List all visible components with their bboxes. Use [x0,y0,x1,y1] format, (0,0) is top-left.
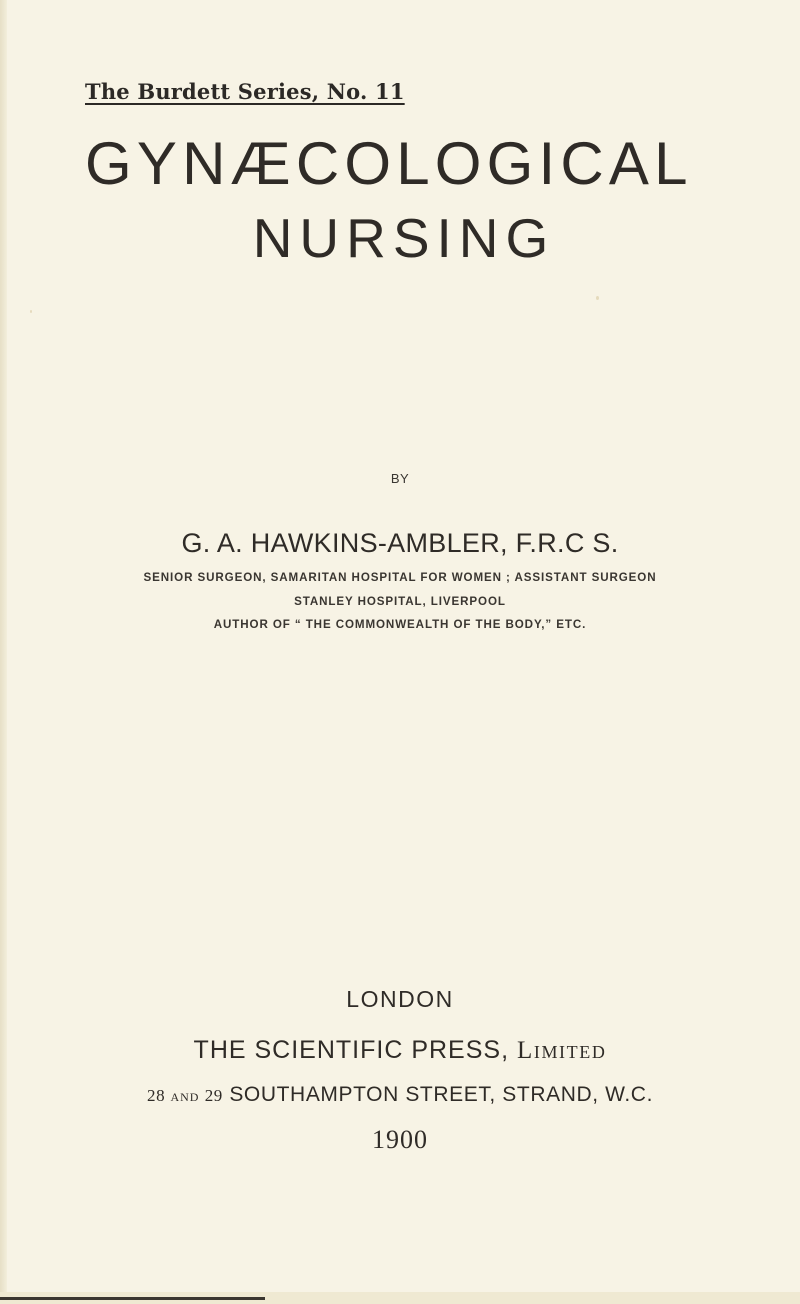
address-and: and [165,1086,205,1105]
publisher-name: THE SCIENTIFIC PRESS, [193,1036,517,1064]
publisher-suffix: Limited [516,1037,607,1064]
author-name: G. A. HAWKINS-AMBLER, F.R.C S. [181,528,619,558]
foxing-spot [30,310,32,313]
author-credential: STANLEY HOSPITAL, LIVERPOOL [294,595,506,608]
author-credential: AUTHOR OF “ THE COMMONWEALTH OF THE BODY,” ETC. [213,618,587,631]
book-title-line-1: GYNÆCOLOGICAL [85,130,693,197]
book-title-line-2: NURSING [252,207,556,269]
series-heading: The Burdett Series, No. 11 [85,79,405,104]
address-number: 28 [146,1086,166,1105]
by-label: BY [390,471,410,486]
imprint-address [0,1083,800,1107]
imprint-publisher [0,1036,800,1065]
foxing-spot [596,296,599,300]
imprint-city: LONDON [346,986,454,1012]
page-edge-shadow [0,0,7,1304]
bottom-rule [0,1297,265,1300]
address-number: 29 [204,1086,223,1105]
imprint-year: 1900 [372,1125,428,1154]
address-street: SOUTHAMPTON STREET, STRAND, W.C. [222,1083,654,1106]
author-credential: SENIOR SURGEON, SAMARITAN HOSPITAL FOR WOMEN ; ASSISTANT SURGEON [143,571,657,584]
